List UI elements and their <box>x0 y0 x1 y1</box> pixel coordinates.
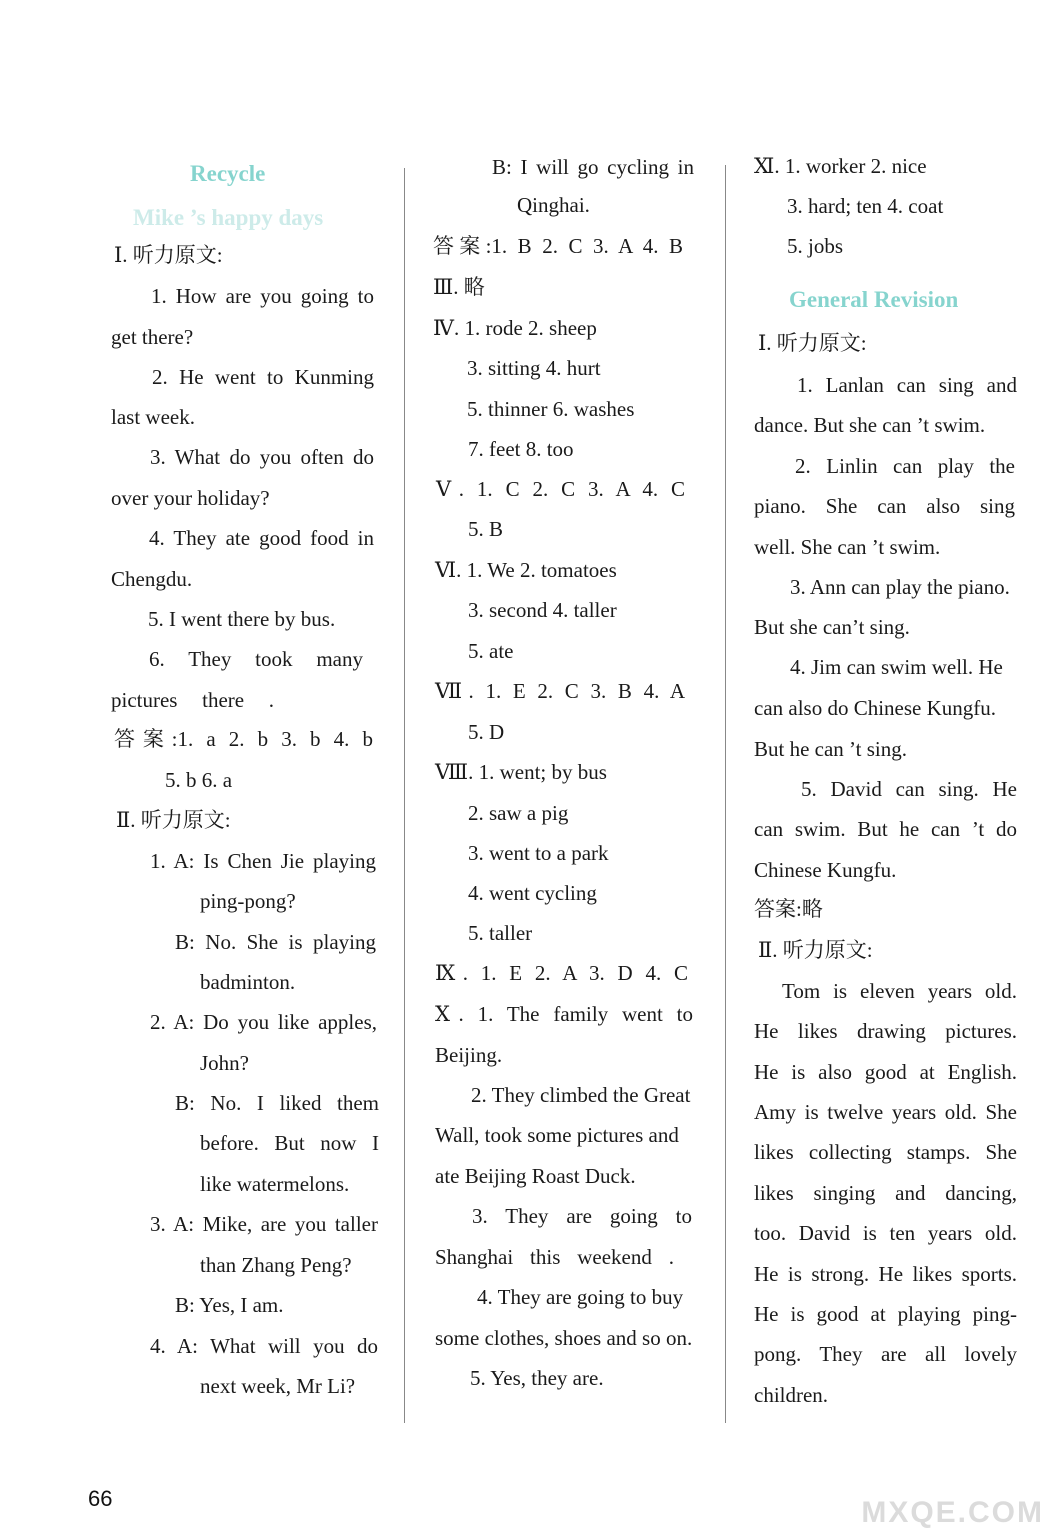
text-line: can swim. But he can ’t do <box>754 817 1017 841</box>
text-line: 3. went to a park <box>468 841 609 865</box>
text-line: 4. went cycling <box>468 881 597 905</box>
text-line: 3. sitting 4. hurt <box>467 356 601 380</box>
text-line: likes singing and dancing, <box>754 1181 1017 1205</box>
text-line: 4. Jim can swim well. He <box>790 655 1003 679</box>
text-line: dance. But she can ’t swim. <box>754 413 986 437</box>
text-line: Ⅰ. 听力原文: <box>114 243 223 267</box>
section-title: Recycle <box>190 161 266 186</box>
text-line: Ⅳ. 1. rode 2. sheep <box>433 316 597 340</box>
text-line: 3. second 4. taller <box>468 598 617 622</box>
text-line: 2. Linlin can play the <box>795 454 1015 478</box>
text-line: 答案:1. B 2. C 3. A 4. B <box>433 234 683 258</box>
text-line: piano. She can also sing <box>754 494 1015 518</box>
text-line: 2. A: Do you like apples, <box>150 1010 377 1034</box>
text-line: He is also good at English. <box>754 1060 1017 1084</box>
text-line: 2. He went to Kunming <box>152 365 374 389</box>
page-number: 66 <box>88 1486 113 1511</box>
text-line: B: Yes, I am. <box>175 1293 284 1317</box>
text-line: 1. A: Is Chen Jie playing <box>150 849 376 873</box>
text-line: 3. They are going to <box>472 1204 692 1228</box>
text-line: Ⅹ. 1. The family went to <box>435 1002 693 1026</box>
text-line: John? <box>200 1051 249 1075</box>
text-line: Ⅲ. 略 <box>433 275 485 299</box>
text-line: Chengdu. <box>111 567 193 591</box>
text-line: 5. ate <box>468 639 514 663</box>
text-line: He is good at playing ping- <box>754 1302 1017 1326</box>
text-line: pong. They are all lovely <box>754 1342 1017 1366</box>
text-line: Ⅱ. 听力原文: <box>758 938 873 962</box>
text-line: Ⅶ. 1. E 2. C 3. B 4. A <box>435 679 685 703</box>
text-line: 1. Lanlan can sing and <box>797 373 1017 397</box>
text-line: He is strong. He likes sports. <box>754 1262 1017 1286</box>
text-line: 5. I went there by bus. <box>148 607 336 631</box>
text-line: 3. A: Mike, are you taller <box>150 1212 378 1236</box>
text-line: over your holiday? <box>111 486 270 510</box>
text-line: Ⅷ. 1. went; by bus <box>435 760 607 784</box>
text-line: 1. How are you going to <box>151 284 374 308</box>
text-line: than Zhang Peng? <box>200 1253 352 1277</box>
text-line: 5. Yes, they are. <box>470 1366 604 1390</box>
text-line: Amy is twelve years old. She <box>754 1100 1017 1124</box>
text-line: B: No. She is playing <box>175 930 376 954</box>
text-line: 2. They climbed the Great <box>471 1083 691 1107</box>
text-line: 5. B <box>468 517 504 541</box>
text-line: 答案:1. a 2. b 3. b 4. b <box>114 727 373 751</box>
text-line: He likes drawing pictures. <box>754 1019 1017 1043</box>
text-line: 5. David can sing. He <box>801 777 1017 801</box>
text-line: But she can’t sing. <box>754 615 910 639</box>
text-line: Ⅴ. 1. C 2. C 3. A 4. C <box>436 477 685 501</box>
text-line: 5. b 6. a <box>165 768 233 792</box>
text-line: Ⅸ. 1. E 2. A 3. D 4. C <box>435 961 688 985</box>
text-line: Beijing. <box>435 1043 503 1067</box>
text-line: 3. What do you often do <box>150 445 374 469</box>
text-line: get there? <box>111 325 194 349</box>
text-line: badminton. <box>200 970 296 994</box>
column-divider-left <box>404 168 405 1423</box>
column-divider-right <box>725 165 726 1423</box>
text-line: like watermelons. <box>200 1172 350 1196</box>
text-line: Qinghai. <box>517 193 590 217</box>
text-line: 3. Ann can play the piano. <box>790 575 1010 599</box>
text-line: well. She can ’t swim. <box>754 535 941 559</box>
text-line: B: I will go cycling in <box>492 155 694 179</box>
text-line: 4. A: What will you do <box>150 1334 378 1358</box>
text-line: 7. feet 8. too <box>468 437 574 461</box>
text-line: some clothes, shoes and so on. <box>435 1326 693 1350</box>
section-title: Mike ’s happy days <box>133 205 324 230</box>
text-line: next week, Mr Li? <box>200 1374 356 1398</box>
section-title: General Revision <box>789 287 959 312</box>
text-line: But he can ’t sing. <box>754 737 908 761</box>
text-line: Ⅰ. 听力原文: <box>758 331 867 355</box>
text-line: too. David is ten years old. <box>754 1221 1017 1245</box>
text-line: 6. They took many <box>149 647 363 671</box>
text-line: 5. thinner 6. washes <box>467 397 635 421</box>
text-line: 答案:略 <box>754 897 823 921</box>
text-line: likes collecting stamps. She <box>754 1140 1017 1164</box>
text-line: can also do Chinese Kungfu. <box>754 696 997 720</box>
text-line: 4. They ate good food in <box>149 526 374 550</box>
text-line: Chinese Kungfu. <box>754 858 897 882</box>
text-line: 3. hard; ten 4. coat <box>787 194 944 218</box>
watermark-text: MXQE.COM <box>861 1496 1044 1529</box>
text-line: pictures there . <box>111 688 274 712</box>
text-line: 5. taller <box>468 921 533 945</box>
text-line: Shanghai this weekend . <box>435 1245 674 1269</box>
text-line: 4. They are going to buy <box>477 1285 684 1309</box>
text-line: ping-pong? <box>200 889 296 913</box>
text-line: Tom is eleven years old. <box>782 979 1017 1003</box>
text-line: Wall, took some pictures and <box>435 1123 679 1147</box>
text-line: Ⅺ. 1. worker 2. nice <box>754 154 927 178</box>
text-line: B: No. I liked them <box>175 1091 379 1115</box>
text-line: 5. D <box>468 720 505 744</box>
text-line: ate Beijing Roast Duck. <box>435 1164 636 1188</box>
text-line: 2. saw a pig <box>468 801 569 825</box>
text-line: Ⅵ. 1. We 2. tomatoes <box>435 558 617 582</box>
text-line: children. <box>754 1383 829 1407</box>
text-line: 5. jobs <box>787 234 844 258</box>
text-line: last week. <box>111 405 195 429</box>
text-line: before. But now I <box>200 1131 379 1155</box>
watermark-logo <box>858 1446 1058 1536</box>
text-line: Ⅱ. 听力原文: <box>116 808 231 832</box>
